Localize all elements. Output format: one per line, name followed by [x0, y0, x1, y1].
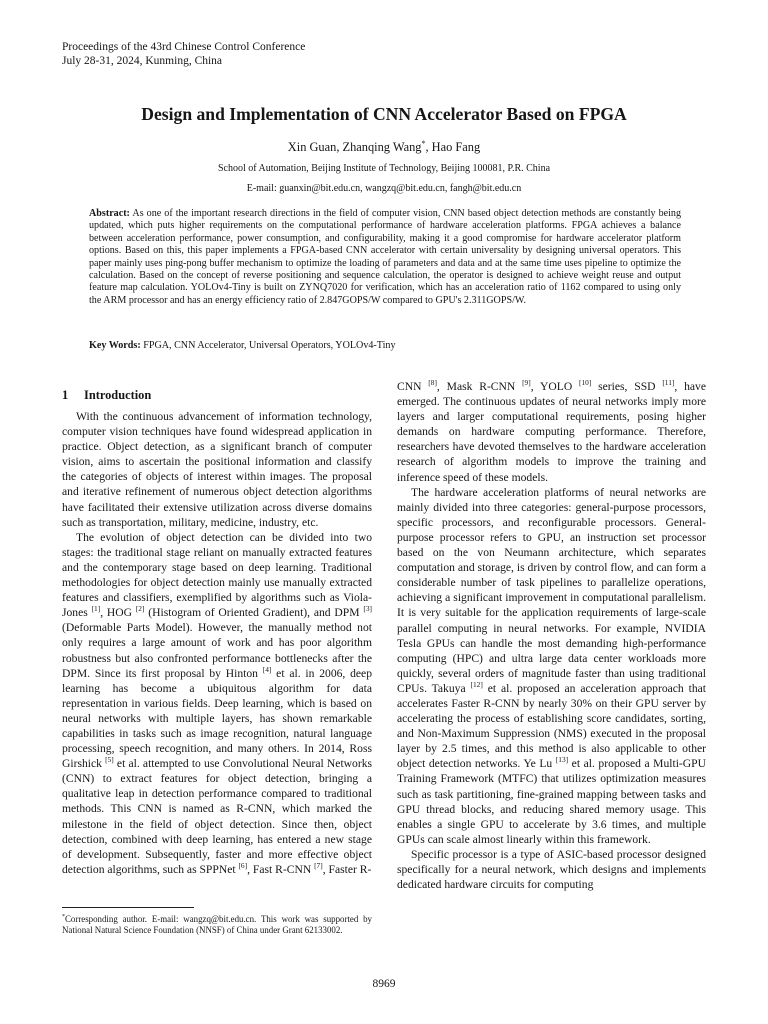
text-run: et al. attempted to use Convolutional Neural Networks (CNN) to extract features for object detection, bringing a qualitative leap in detection performance compared to traditional methods. This CNN is named as R-CNN, which marked the milestone in the field of object detection. Since then, object detection, combined with deep learning, has entered a new stage of development. Subsequently, faster and more effective object detection algorithms, such as SPPNet	[62, 757, 373, 876]
text-run: series, SSD	[591, 380, 663, 393]
section-title: Introduction	[84, 388, 152, 402]
right-column	[397, 379, 706, 892]
footnote	[62, 912, 372, 936]
author-emails: E-mail: guanxin@bit.edu.cn, wangzq@bit.edu.cn, fangh@bit.edu.cn	[246, 183, 522, 194]
citation-ref: [8]	[428, 378, 437, 388]
text-run: et al. proposed a Multi-GPU Training Framework (MTFC) that utilizes optimization measures such as task partitioning, fine-grained mapping between tasks and GPU thread blocks, and reducing shared memory usage. This enables a single GPU to accelerate by 3.6 times, and multiple GPUs can scale almost linearly within this framework.	[397, 757, 706, 846]
citation-ref: [7]	[314, 860, 323, 870]
citation-ref: [12]	[470, 680, 483, 690]
keywords-text: FPGA, CNN Accelerator, Universal Operators, YOLOv4-Tiny	[143, 340, 396, 351]
footnote-divider	[62, 907, 194, 908]
text-run: et al. in 2006, deep learning has become a ubiquitous algorithm for data representation in various fields. Deep learning, which is based on neural networks with multiple layers, has shown remarkable capabilities in tasks such as image recognition, natural language processing, speech recognition, and many others. In 2014, Ross Girshick	[62, 666, 372, 771]
text-run: , Faster R-	[322, 862, 372, 876]
text-run: , Fast R-CNN	[247, 862, 315, 876]
citation-ref: [9]	[522, 378, 531, 388]
text-run: (Deformable Parts Model). However, the manually method not only requires a large amount of work and has poor algorithm robustness but also confronted performance bottlenecks after the DPM. Since its first proposal by Hinton	[62, 621, 372, 680]
authors-names-rest: , Hao Fang	[425, 140, 481, 155]
paragraph	[397, 485, 706, 847]
keywords	[89, 340, 681, 352]
citation-ref: [3]	[363, 604, 372, 614]
paper-title: Design and Implementation of CNN Accelerator Based on FPGA	[141, 104, 627, 124]
text-run: CNN	[397, 380, 429, 393]
affiliation: School of Automation, Beijing Institute of Technology, Beijing 100081, P.R. China	[217, 163, 551, 174]
citation-ref: [2]	[135, 604, 145, 614]
text-run: The evolution of object detection can be divided into two stages: the traditional stage reliant on manually extracted features and the contemporary stage based on deep learning. Traditional methodologies for object detection mainly use manually extracted features and classifiers, exemplified by algorithms such as Viola-Jones	[62, 530, 372, 620]
paragraph: Specific processor is a type of ASIC-based processor designed specifically for a neural network, which designs and implements dedicated hardware circuits for computing	[397, 847, 706, 892]
corresponding-mark: *	[421, 139, 426, 148]
text-run: , have emerged. The continuous updates of neural networks imply more layers and larger computational requirements, posing higher demands on hardware computing performance. Therefore, researchers have devoted themselves to the hardware acceleration research of algorithm models to improve the training and inference speed of these models.	[397, 380, 706, 484]
abstract-label: Abstract:	[89, 208, 130, 219]
citation-ref: [4]	[262, 664, 272, 674]
text-run: The hardware acceleration platforms of neural networks are mainly divided into three categories: general-purpose processors, specific processors, and reconfigurable processors. General-purpose processor refers to GPU, an instruction set processor based on the von Neumann architecture, which separates computation and storage, is driven by control flow, and can form a considerable number of task pipelines to parallelize operations, achieving a significant improvement in computational parallelism. It is very suitable for the application requirements of large-scale parallel computing in neural networks. For example, NVIDIA Tesla GPUs can handle the most demanding high-performance computing (HPC) and ultra large data center workloads more quickly, several orders of magnitude faster than using traditional CPUs. Takuya	[397, 485, 706, 695]
text-run: , HOG	[100, 606, 136, 620]
paragraph	[62, 530, 372, 877]
citation-ref: [10]	[579, 378, 592, 388]
paragraph: With the continuous advancement of information technology, computer vision techniques have found widespread application in practice. Object detection, as a significant branch of computer vision, aims to ascertain the positional information and classify the categories of objects of interest within images. The proposal and iterative refinement of numerous object detection algorithms have facilitated their extensive utilization across diverse domains such as transportation, military, medicine, industry, etc.	[62, 410, 372, 529]
authors	[0, 139, 768, 155]
footnote-mark: *	[62, 914, 65, 920]
citation-ref: [13]	[555, 755, 569, 765]
footnote-text: Corresponding author. E-mail: wangzq@bit.edu.cn. This work was supported by National Natural Science Foundation (NNSF) of China under Grant 62133002.	[62, 913, 372, 936]
keywords-label: Key Words:	[89, 340, 141, 351]
text-run: (Histogram of Oriented Gradient), and DPM	[144, 606, 364, 620]
citation-ref: [6]	[238, 860, 248, 870]
citation-ref: [5]	[105, 755, 114, 765]
section-number: 1	[62, 388, 69, 402]
page-number: 8969	[372, 978, 396, 990]
abstract-text: As one of the important research directions in the field of computer vision, CNN based object detection methods are constantly being updated, which puts higher requirements on the computational performance of hardware acceleration platforms. FPGA achieves a balance between acceleration performance, power consumption, and configurability, making it a good compromise for hardware accelerator platform options. Based on this, this paper implements a FPGA-based CNN accelerator with certain universality by designing universal operators. This paper mainly uses ping-pong buffer mechanism to optimize the loading of parameters and data and at the same time uses pipeline to optimize the calculation. Based on the concept of reverse positioning and sequence calculation, the operator is designed to achieve weight reuse and output feature map calculation. YOLOv4-Tiny is built on ZYNQ7020 for verification, which has an acceleration ratio of 1162 compared to using only the ARM processor and has an energy efficiency ratio of 2.847GOPS/W compared to GPU's 2.311GOPS/W.	[89, 208, 682, 306]
text-run: , Mask R-CNN	[436, 380, 523, 393]
authors-names: Xin Guan, Zhanqing Wang	[287, 140, 422, 155]
citation-ref: [11]	[662, 378, 675, 388]
section-heading	[62, 388, 151, 403]
conference-name: Proceedings of the 43rd Chinese Control Conference	[62, 41, 306, 53]
conference-date-location: July 28-31, 2024, Kunming, China	[62, 55, 223, 67]
text-run: , YOLO	[530, 380, 580, 393]
left-column	[62, 409, 372, 877]
abstract	[89, 208, 681, 307]
paragraph	[397, 379, 706, 485]
text-run: et al. proposed an acceleration approach that accelerates Faster R-CNN by nearly 30% on their GPU server by accelerating the process of establishing score candidates, sorting, and Non-Maximum Suppression (NMS) executed in the proposal layer by 2.5 times, and this method is also applicable to other object detection networks. Ye Lu	[397, 681, 706, 771]
citation-ref: [1]	[91, 604, 101, 614]
